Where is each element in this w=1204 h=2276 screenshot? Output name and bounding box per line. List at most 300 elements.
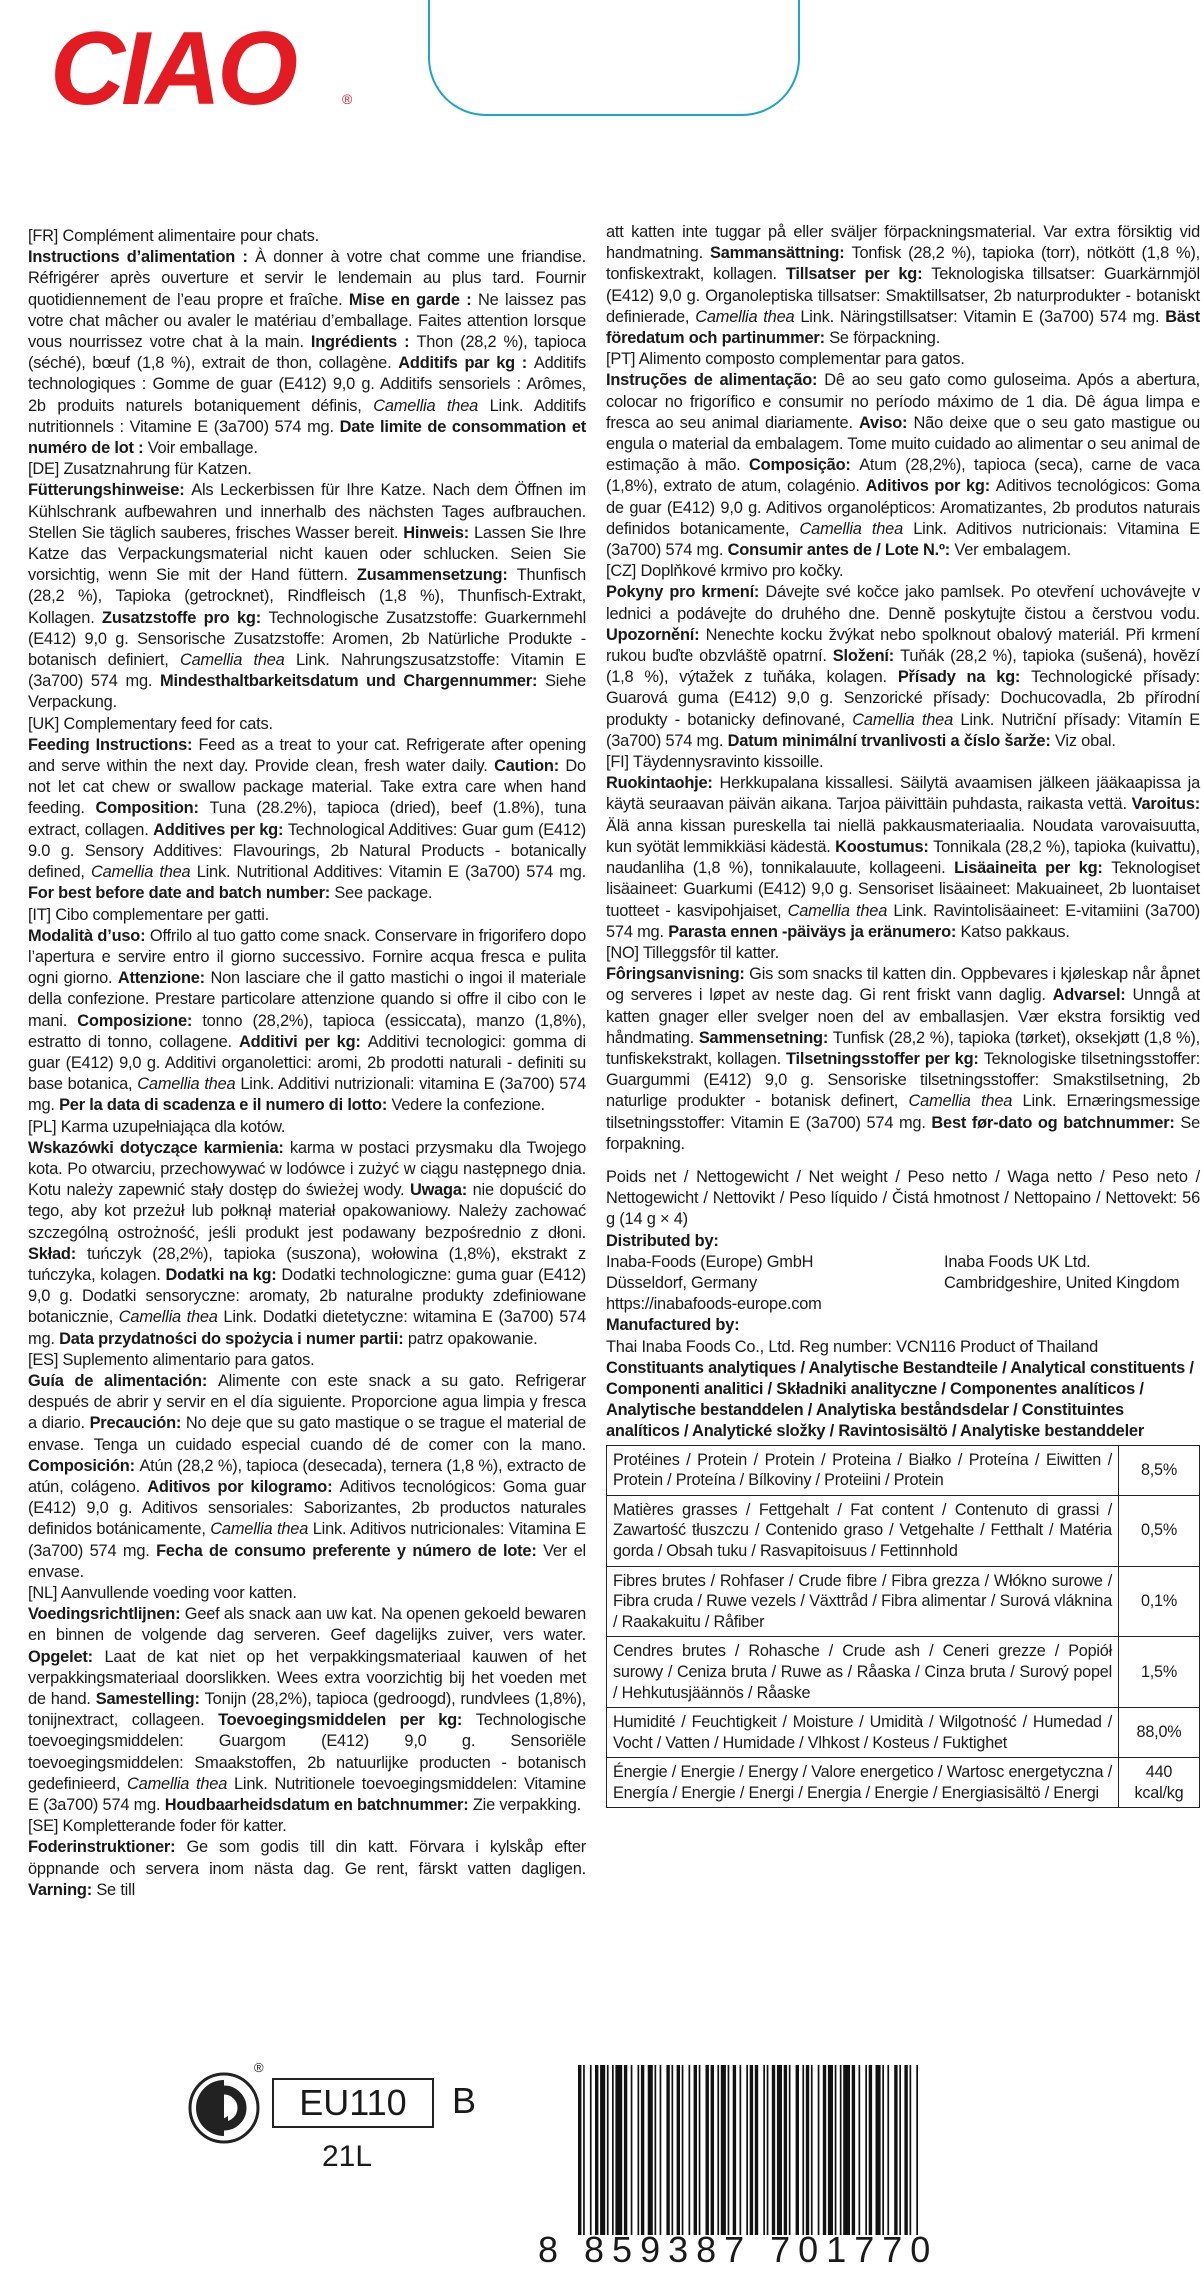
section-text: Täydennysravinto kissoille.: [632, 753, 824, 772]
botanical-name: Camellia thea: [90, 863, 191, 882]
text-column-right: [606, 222, 1200, 1808]
barcode-bar: [595, 2065, 598, 2235]
nutrition-row: [607, 1637, 1200, 1708]
section-heading: Skład:: [28, 1244, 88, 1263]
botanical-name: Camellia thea: [852, 710, 953, 729]
section-text: Complément alimentaire pour chats.: [62, 227, 319, 245]
section-text: Link. Nutritional Additives: Vitamin E (3a700) 574 mg.: [190, 863, 586, 882]
section-heading: Additives per kg:: [153, 820, 288, 839]
language-title: [606, 349, 1200, 370]
section-heading: Foderinstruktioner:: [28, 1838, 187, 1857]
language-title: [28, 1350, 586, 1371]
grade-letter: B: [452, 2080, 477, 2121]
section-text: Teknologiska tillsatser: Guarkärnmjöl (E412) 9,0 g. Organoleptiska tillsatser: Smaktillsatser, 2b naturprodukter - botaniskt definierade,: [606, 265, 1200, 326]
section-heading: Precaución:: [89, 1414, 186, 1433]
barcode-bar: [717, 2065, 719, 2235]
section-heading: Lisäaineita per kg:: [954, 859, 1112, 878]
barcode-bar: [624, 2065, 627, 2235]
section-text: Als Leckerbissen für Ihre Katze. Nach dem Öffnen im Kühlschrank aufbewahren und innerhalb des nächsten Tages aufbrauchen. Stellen Sie täglich sauberes, frisches Wasser bereit.: [28, 481, 587, 542]
section-heading: Instruções de alimentação:: [606, 371, 825, 390]
distributor-addresses: [606, 1252, 1200, 1316]
section-text: nie dopuścić do tego, aby kot przeżuł lub połknął materiał opakowaniowy. Należy zachować szczególną ostrożność, jeśli produkt jest podawany bezpośrednio z dłoni.: [28, 1181, 586, 1242]
address-eu-website: https://inabafoods-europe.com: [606, 1295, 822, 1314]
barcode-bar: [694, 2065, 697, 2235]
nutrient-label: Énergie / Energie / Energy / Valore energetico / Wartosc energetyczna / Energía / Energie / Energi / Energia / Energie / Energiasisältö / Energi: [607, 1758, 1119, 1808]
language-code: [SE]: [28, 1817, 63, 1836]
section-text: Non lasciare che il gatto mastichi o ingoi il materiale della confezione. Prestare particolare attenzione quando si offre il cibo con le mani.: [28, 969, 586, 1030]
section-text: Doplňkové krmivo pro kočky.: [640, 562, 844, 581]
section-heading: Varning:: [28, 1880, 97, 1899]
section-text: Tonijn (28,2%), tapioca (gedroogd), rundvlees (1,8%), tonijnextract, collageen.: [28, 1690, 587, 1730]
paragraph: [606, 582, 1200, 752]
manufactured-by-label: Manufactured by:: [606, 1316, 740, 1335]
barcode-bar: [607, 2065, 609, 2235]
barcode-bar: [859, 2065, 861, 2235]
section-heading: Přísady na kg:: [897, 668, 1032, 687]
section-heading: Additifs par kg :: [398, 354, 534, 373]
section-text: Technologische toevoegingsmiddelen: Guargom (E412) 9,0 g. Sensoriële toevoegingsmiddelen: Smaakstoffen, 2b natuurlijke producten - botanisch gedefinieerd,: [28, 1711, 586, 1793]
language-code: [FR]: [28, 227, 63, 245]
section-text: Link. Näringstillsatser: Vitamin E (3a700) 574 mg.: [794, 307, 1166, 326]
section-text: Aditivos tecnológicos: Goma de guar (E412) 9,0 g. Aditivos organolépticos: Aromatizantes, 2b produtos naturais definidos botanicamente,: [606, 477, 1200, 538]
section-heading: Datum minimální trvanlivosti a číslo šarže:: [727, 731, 1055, 750]
barcode-bar: [660, 2065, 662, 2235]
section-text: Tilleggsfôr til katter.: [642, 943, 779, 962]
language-code: [FI]: [606, 753, 633, 772]
barcode-bar: [682, 2065, 684, 2235]
barcode-bar: [802, 2065, 804, 2235]
section-text: Älä anna kissan pureskella tai niellä pakkausmateriaalia. Noudata varovaisuutta, kun syötät lemmikkiäsi kädestä.: [606, 816, 1200, 856]
botanical-name: Camellia thea: [210, 1520, 309, 1539]
recycle-reg-mark: ®: [254, 2060, 264, 2075]
section-text: See package.: [334, 884, 433, 903]
barcode-bar: [638, 2065, 640, 2235]
botanical-name: Camellia thea: [118, 1308, 218, 1327]
section-heading: Feeding Instructions:: [28, 735, 199, 754]
section-text: Technologické přísady: Guarová guma (E412) 9,0 g. Senzorické přísady: Dochucovadla, 2b přírodní produkty - botanicky definované,: [606, 668, 1200, 729]
nutrient-label: Protéines / Protein / Protein / Proteina / Białko / Proteína / Eiwitten / Protein / Proteína / Bílkoviny / Proteiini / Protein: [607, 1445, 1119, 1495]
section-text: Additivi tecnologici: gomma di guar (E412) 9,0 g. Additivi organolettici: aromi, 2b prodotti naturali - definiti su base botanica,: [28, 1032, 586, 1094]
language-code: [NO]: [606, 943, 643, 962]
section-heading: Uwaga:: [409, 1181, 473, 1200]
section-text: Nenechte kocku žvýkat nebo spolknout obalový materiál. Při krmení rukou buďte obzvláště opatrní.: [606, 625, 1200, 666]
section-text: Se förpackning.: [829, 329, 941, 348]
section-heading: Modalità d’uso:: [28, 926, 150, 945]
barcode-bar: [631, 2065, 633, 2235]
language-title: [28, 459, 586, 480]
section-heading: Composizione:: [77, 1011, 203, 1030]
section-heading: Wskazówki dotyczące karmienia:: [28, 1138, 290, 1157]
paragraph: [28, 926, 586, 1117]
section-text: Kompletterande foder för katter.: [62, 1817, 287, 1836]
language-title: [28, 1816, 586, 1837]
section-text: Tunfisk (28,2 %), tapioka (tørket), oksekjøtt (1,8 %), tunfiskekstrakt, kollagen.: [606, 1028, 1200, 1068]
language-code: [NL]: [28, 1584, 61, 1602]
section-heading: Parasta ennen -päiväys ja eränumero:: [668, 922, 961, 941]
botanical-name: Camellia thea: [695, 307, 795, 326]
section-text: tuńczyk (28,2%), tapioka (suszona), wołowina (1,8%), ekstrakt z tuńczyka, kolagen.: [28, 1244, 587, 1284]
section-text: Cibo complementare per gatti.: [55, 905, 269, 924]
nutrition-row: [607, 1708, 1200, 1758]
barcode-bar: [818, 2065, 820, 2235]
paragraph: [28, 1371, 586, 1583]
paragraph: [28, 1604, 586, 1816]
nutrient-value: 0,1%: [1119, 1566, 1200, 1637]
paragraph: [28, 1138, 586, 1350]
section-heading: Varoitus:: [1131, 795, 1200, 814]
section-text: Lassen Sie Ihre Katze das Verpackungsmaterial nicht kauen oder schlucken. Seien Sie vorsichtig, wenn Sie mit der Hand füttern.: [28, 523, 586, 585]
green-dot-recycle-icon: [188, 2060, 268, 2146]
section-heading: Ingrédients :: [310, 333, 417, 352]
nutrient-label: Humidité / Feuchtigkeit / Moisture / Umidità / Wilgotność / Humedad / Vocht / Vatten / Humidade / Vlhkost / Kosteus / Fuktighet: [607, 1708, 1119, 1758]
section-text: Ge som godis till din katt. Förvara i kylskåp efter öppnande och servera inom nästa dag. Ge rent, färskt vatten dagligen.: [28, 1838, 586, 1878]
barcode-bar: [721, 2065, 726, 2235]
section-text: Dodatki technologiczne: guma guar (E412) 9,0 g. Dodatki sensoryczne: aromaty, 2b naturalne produkty zdefiniowane botanicznie,: [28, 1265, 586, 1327]
barcode-number: 8 859387 701770: [538, 2229, 939, 2270]
botanical-name: Camellia thea: [127, 1774, 228, 1793]
barcode-bar: [600, 2065, 605, 2235]
section-text: Ne laissez pas votre chat mâcher ou avaler le matériau d’emballage. Faites attention lorsque vous nourrissez votre chat à la main.: [28, 290, 586, 352]
section-text: Complementary feed for cats.: [63, 714, 273, 733]
barcode-bar: [728, 2065, 730, 2235]
section-heading: Fôringsanvisning:: [606, 965, 750, 984]
section-text: Não deixe que o seu gato mastigue ou engula o material da embalagem. Tome muito cuidado ao alimentar o seu animal de estimação à mão.: [606, 413, 1200, 475]
section-text: Teknologiset lisäaineet: Guarkumi (E412) 9,0 g. Sensoriset lisäaineet: Makuaineet, 2b luontaiset tuotteet - kasvipohjaiset,: [606, 859, 1200, 920]
barcode-bar: [711, 2065, 714, 2235]
section-heading: Toevoegingsmiddelen per kg:: [218, 1711, 476, 1730]
barcode-bar: [904, 2065, 907, 2235]
section-text: Suplemento alimentario para gatos.: [62, 1350, 315, 1369]
barcode-bar: [641, 2065, 644, 2235]
section-text: Atún (28,2 %), tapioca (desecada), ternera (1,8 %), extracto de atún, colágeno.: [28, 1456, 586, 1496]
section-heading: Per la data di scadenza e il numero di lotto:: [59, 1096, 392, 1115]
address-uk-line: Cambridgeshire, United Kingdom: [944, 1273, 1180, 1292]
section-text: Se forpakning.: [606, 1113, 1200, 1153]
barcode-bar: [755, 2065, 758, 2235]
section-text: Atum (28,2%), tapioca (seca), carne de vaca (1,8%), extrato de atum, colagénio.: [606, 456, 1200, 496]
address-eu-line: Inaba-Foods (Europe) GmbH: [606, 1252, 814, 1271]
section-text: Teknologiske tilsetningsstoffer: Guargummi (E412) 9,0 g. Sensoriske tilsetningsstoffer: Smakstilsetning, 2b naturlige produkter - botanisk definert,: [606, 1049, 1200, 1111]
barcode-bar: [590, 2065, 592, 2235]
language-code: [IT]: [28, 905, 56, 924]
barcode-bar: [840, 2065, 842, 2235]
section-text: Zie verpakking.: [472, 1796, 581, 1815]
section-heading: Houdbaarheidsdatum en batchnummer:: [164, 1796, 473, 1815]
section-text: Vedere la confezione.: [391, 1096, 545, 1115]
ciao-logo: [46, 12, 366, 122]
section-heading: Dodatki na kg:: [165, 1265, 282, 1284]
constituents-title: Constituants analytiques / Analytische Bestandteile / Analytical constituents / Componenti analitici / Składniki analityczne / Componentes analíticos / Analytische bestanddelen / Analytiska beståndsdelar / Constituintes analíticos / Analytické složky / Ravintosisältö / Analytiske bestanddeler: [606, 1358, 1194, 1441]
section-text: att katten inte tuggar på eller sväljer förpackningsmaterial. Var extra försiktig vid handmatning.: [606, 223, 1200, 263]
barcode-bar: [865, 2065, 867, 2235]
barcode-bar: [772, 2065, 775, 2235]
section-heading: Mindesthaltbarkeitsdatum und Chargennummer:: [160, 672, 546, 691]
nutrient-value: 8,5%: [1119, 1445, 1200, 1495]
manufacturer: Thai Inaba Foods Co., Ltd. Reg number: VCN116 Product of Thailand: [606, 1337, 1099, 1356]
section-heading: Consumir antes de / Lote N.º:: [727, 541, 955, 560]
section-heading: Tillsatser per kg:: [785, 265, 932, 284]
footer: [0, 2040, 1204, 2276]
section-heading: Tilsetningsstoffer per kg:: [786, 1049, 984, 1068]
section-text: Technologische Zusatzstoffe: Guarkernmehl (E412) 9,0 g. Sensorische Zusatzstoffe: Aromen, 2b Natürliche Produkte - botanisch definiert,: [28, 608, 587, 670]
window-frame: [428, 0, 800, 116]
section-heading: Instructions d’alimentation :: [28, 248, 256, 267]
barcode-bar: [750, 2065, 753, 2235]
nutrient-value: 88,0%: [1119, 1708, 1200, 1758]
section-heading: Hinweis:: [403, 523, 474, 542]
address-uk: [944, 1252, 1200, 1316]
language-title: [28, 226, 586, 247]
paragraph: [606, 370, 1200, 561]
section-heading: Koostumus:: [835, 837, 934, 856]
barcode-bar: [746, 2065, 748, 2235]
section-heading: Sammensetning:: [698, 1028, 833, 1047]
paragraph: [606, 773, 1200, 943]
brand-reg-mark: ®: [342, 91, 353, 107]
section-heading: Zusammensetzung:: [356, 566, 517, 585]
section-text: Tuna (28.2%), tapioca (dried), beef (1.8%), tuna extract, collagen.: [28, 799, 586, 839]
nutrient-value: 440 kcal/kg: [1119, 1758, 1200, 1808]
barcode-bar: [648, 2065, 653, 2235]
section-text: Tonnikala (28,2 %), tapioka (kuivattu), naudanliha (1,8 %), tonnikalauute, kollageeni.: [606, 837, 1200, 878]
section-text: Dê ao seu gato como guloseima. Após a abertura, colocar no frigorífico e consumir no período máximo de 1 dia. Dê água limpa e fresca ao seu animal diariamente.: [606, 371, 1201, 432]
section-heading: Aditivos por kg:: [865, 477, 996, 496]
language-title: [606, 752, 1200, 773]
nutrient-label: Fibres brutes / Rohfaser / Crude fibre / Fibra grezza / Włókno surowe / Fibra cruda / Ruwe vezels / Växttråd / Fibra alimentar / Surová vláknina / Raakakuitu / Råfiber: [607, 1566, 1119, 1637]
section-text: Siehe Verpackung.: [28, 672, 586, 712]
barcode-bar: [655, 2065, 657, 2235]
section-text: Laat de kat niet op het verpakkingsmateriaal kauwen of het verpakkingsmateriaal doorslikken. Wees extra voorzichtig bij het voeden met de hand.: [28, 1647, 586, 1709]
barcode-bar: [763, 2065, 765, 2235]
section-heading: Ruokintaohje:: [606, 774, 720, 793]
section-text: Zusatznahrung für Katzen.: [63, 460, 252, 479]
section-heading: Attenzione:: [117, 969, 211, 988]
barcode-bar: [733, 2065, 736, 2235]
section-text: karma w postaci przysmaku dla Twojego kota. Po otwarciu, przechowywać w lodówce i zużyć w ciągu następnego dnia. Kotu należy zapewnić stały dostęp do świeżej wody.: [28, 1138, 587, 1200]
section-text: Technological Additives: Guar gum (E412) 9.0 g. Sensory Additives: Flavourings, 2b Natural Products - botanically defined,: [28, 820, 586, 882]
language-title: [606, 943, 1200, 964]
eu-code-box: EU110: [272, 2078, 434, 2128]
barcode-bar: [887, 2065, 889, 2235]
barcode-bar: [828, 2065, 833, 2235]
nutrient-label: Cendres brutes / Rohasche / Crude ash / Ceneri grezze / Popiół surowy / Ceniza bruta / Ruwe as / Råaska / Cinza bruta / Surový popel / Hehkutusjäännös / Råaske: [607, 1637, 1119, 1708]
barcode-bar: [699, 2065, 701, 2235]
barcode-bar: [672, 2065, 674, 2235]
section-text: Katso pakkaus.: [960, 922, 1070, 941]
section-text: Geef als snack aan uw kat. Na openen gekoeld bewaren en binnen de volgende dag serveren. Geef dagelijks zuiver, vers water.: [28, 1605, 586, 1645]
barcode: [578, 2060, 920, 2240]
right-paragraphs: [606, 222, 1200, 1155]
section-text: Link. Nutriční přísady: Vitamín E (3a700) 574 mg.: [606, 710, 1200, 750]
barcode-bar: [843, 2065, 850, 2235]
language-code: [PL]: [28, 1117, 61, 1136]
volume-label: 21L: [322, 2140, 373, 2173]
paragraph: [28, 480, 586, 713]
section-text: Aditivos tecnológicos: Goma guar (E412) 9,0 g. Aditivos sensoriales: Saborizantes, 2b productos naturales definidos botánicamente,: [28, 1477, 586, 1539]
botanical-name: Camellia thea: [137, 1075, 236, 1094]
botanical-name: Camellia thea: [908, 1092, 1013, 1111]
nutrition-table: [606, 1445, 1200, 1809]
barcode-bar: [666, 2065, 669, 2235]
nutrient-value: 0,5%: [1119, 1495, 1200, 1566]
section-heading: Caution:: [494, 757, 566, 776]
barcode-bar: [740, 2065, 742, 2235]
paragraph: [606, 222, 1200, 349]
language-title: [28, 714, 586, 735]
barcode-bar: [811, 2065, 813, 2235]
language-title: [28, 1583, 586, 1604]
section-heading: Mise en garde :: [348, 290, 478, 309]
language-code: [UK]: [28, 714, 64, 733]
section-text: Tonfisk (28,2 %), tapioka (torr), nötkött (1,8 %), tonfiskextrakt, kollagen.: [606, 244, 1200, 284]
barcode-bar: [899, 2065, 901, 2235]
barcode-bar: [578, 2065, 581, 2235]
botanical-name: Camellia thea: [787, 901, 888, 920]
barcode-bar: [796, 2065, 799, 2235]
barcode-bar: [767, 2065, 769, 2235]
barcode-bar: [706, 2065, 709, 2235]
section-text: À donner à votre chat comme une friandise. Réfrigérer après ouverture et servir le lendemain au plus tard. Fournir quotidiennement de l’eau propre et fraîche.: [28, 248, 586, 309]
barcode-bar: [852, 2065, 855, 2235]
nutrient-label: Matières grasses / Fettgehalt / Fat content / Contenuto di grassi / Zawartość tłuszczu / Contenido graso / Vetgehalte / Fetthalt / Matéria gorda / Obsah tuku / Rasvapitoisuus / Fettinnhold: [607, 1495, 1119, 1566]
section-heading: Best før-dato og batchnummer:: [931, 1113, 1181, 1132]
section-text: Se till: [96, 1880, 136, 1899]
net-weight: Poids net / Nettogewicht / Net weight / Peso netto / Waga netto / Peso neto / Nettogewicht / Nettovikt / Peso líquido / Čistá hmotnost / Nettopaino / Nettovekt: 56 g (14 g × 4): [606, 1167, 1200, 1229]
section-text: Link. Ernæringsmessige tilsetningsstoffer: Vitamin E (3a700) 574 mg.: [606, 1092, 1200, 1132]
section-heading: For best before date and batch number:: [28, 884, 335, 903]
nutrition-row: [607, 1495, 1200, 1566]
section-text: Aanvullende voeding voor katten.: [60, 1584, 297, 1602]
section-text: Ver embalagem.: [954, 541, 1071, 560]
language-code: [DE]: [28, 460, 64, 479]
brand-name: CIAO: [50, 12, 294, 122]
section-heading: Samestelling:: [95, 1690, 205, 1709]
barcode-bar: [806, 2065, 809, 2235]
address-eu: [606, 1252, 944, 1316]
barcode-bar: [894, 2065, 897, 2235]
address-uk-line: Inaba Foods UK Ltd.: [944, 1252, 1091, 1271]
section-text: Link. Nahrungszusatzstoffe: Vitamin E (3a700) 574 mg.: [28, 651, 586, 691]
section-heading: Date limite de consommation et numéro de lot :: [28, 417, 586, 458]
section-text: Karma uzupełniająca dla kotów.: [60, 1117, 286, 1136]
botanical-name: Camellia thea: [179, 651, 285, 670]
barcode-bar: [583, 2065, 585, 2235]
section-text: Link. Ravintolisäaineet: E-vitamiini (3a700) 574 mg.: [606, 901, 1200, 941]
section-text: Dávejte své kočce jako pamlsek. Po otevření uchovávejte v lednici a podávejte do druhého dne. Denně poskytujte čistou a čerstvou vodu.: [606, 583, 1200, 623]
paragraph: [28, 735, 586, 905]
section-text: Offrilo al tuo gatto come snack. Conservare in frigorifero dopo l’apertura e servire entro il giorno successivo. Fornire acqua fresca e pulita ogni giorno.: [28, 926, 587, 988]
nutrient-value: 1,5%: [1119, 1637, 1200, 1708]
section-text: Tuňák (28,2 %), tapioka (sušená), hovězí (1,8 %), výtažek z tuňáka, kolagen.: [606, 647, 1200, 687]
section-heading: Composition:: [95, 799, 210, 818]
barcode-bar: [882, 2065, 884, 2235]
section-heading: Pokyny pro krmení:: [606, 583, 766, 602]
section-text: Link. Nutritionele toevoegingsmiddelen: Vitamine E (3a700) 574 mg.: [28, 1774, 586, 1815]
section-text: Viz obal.: [1054, 731, 1116, 750]
botanical-name: Camellia thea: [373, 396, 479, 415]
section-heading: Additivi per kg:: [239, 1032, 368, 1051]
barcode-bar: [823, 2065, 826, 2235]
language-title: [28, 905, 586, 926]
section-heading: Bäst föredatum och partinummer:: [606, 307, 1200, 348]
section-text: Additifs technologiques : Gomme de guar (E412) 9,0 g. Additifs sensoriels : Arômes, 2b produits naturels botaniquement définis,: [28, 354, 586, 415]
section-text: No deje que su gato mastique o se trague el material de envase. Tenga un cuidado especial cuando dé de comer con la mano.: [28, 1414, 586, 1454]
paragraph: [28, 1837, 586, 1901]
language-title: [606, 561, 1200, 582]
section-heading: Upozornění:: [606, 625, 706, 644]
section-heading: Sammansättning:: [709, 244, 852, 263]
section-heading: Aditivos por kilogramo:: [147, 1477, 340, 1496]
barcode-bar: [876, 2065, 881, 2235]
paragraph: [606, 964, 1200, 1155]
section-heading: Zusatzstoffe pro kg:: [102, 608, 269, 627]
barcode-bar: [777, 2065, 782, 2235]
section-heading: Fecha de consumo preferente y número de lote:: [156, 1541, 544, 1560]
section-heading: Data przydatności do spożycia i numer partii:: [59, 1329, 408, 1348]
section-text: Herkkupalana kissallesi. Säilytä avaamisen jälkeen jääkaapissa ja käytä seuraavan päivän aikana. Tarjoa päivittäin puhdasta, raikasta vettä.: [606, 774, 1200, 814]
paragraph: [28, 247, 586, 459]
section-text: Voir emballage.: [147, 439, 258, 458]
nutrition-row: [607, 1445, 1200, 1495]
nutrition-row: [607, 1758, 1200, 1808]
section-text: Alimento composto complementar para gatos.: [638, 350, 965, 369]
section-text: Ver el envase.: [28, 1541, 586, 1581]
section-text: patrz opakowanie.: [407, 1329, 538, 1348]
language-code: [PT]: [606, 350, 639, 369]
barcode-bar: [869, 2065, 872, 2235]
section-text: Alimente con este snack a su gato. Refrigerar después de abrir y servir en el día siguiente. Proporcione agua limpia y fresca a diario.: [28, 1371, 586, 1433]
address-eu-line: Düsseldorf, Germany: [606, 1273, 758, 1292]
barcode-bar: [910, 2065, 912, 2235]
language-title: [28, 1117, 586, 1138]
barcode-bar: [615, 2065, 622, 2235]
botanical-name: Camellia thea: [799, 519, 903, 538]
section-heading: Opgelet:: [28, 1647, 105, 1666]
section-text: Link. Aditivos nutricionais: Vitamina E (3a700) 574 mg.: [606, 519, 1201, 560]
section-heading: Voedingsrichtlijnen:: [28, 1605, 185, 1624]
section-text: tonno (28,2%), tapioca (essiccata), manzo (1,8%), estratto di tonno, collagene.: [28, 1011, 587, 1051]
language-code: [CZ]: [606, 562, 641, 581]
barcode-bar: [689, 2065, 691, 2235]
barcode-bar: [835, 2065, 837, 2235]
section-text: Feed as a treat to your cat. Refrigerate after opening and serve within the next day. Provide clean, fresh water daily.: [28, 735, 586, 776]
barcode-bar: [677, 2065, 680, 2235]
section-heading: Složení:: [832, 647, 901, 666]
section-heading: Fütterungshinweise:: [28, 481, 192, 500]
section-text: Gis som snacks til katten din. Oppbevares i kjøleskap når åpnet og serveres i løpet av neste dag. Gi rent friskt vann daglig.: [606, 965, 1200, 1005]
distributed-by-label: Distributed by:: [606, 1231, 719, 1250]
barcode-bar: [612, 2065, 614, 2235]
section-heading: Composição:: [749, 456, 860, 475]
section-text: Do not let cat chew or swallow package material. Take extra care when hand feeding.: [28, 757, 586, 818]
section-heading: Aviso:: [859, 413, 914, 432]
section-heading: Composición:: [28, 1456, 140, 1475]
nutrition-row: [607, 1566, 1200, 1637]
section-heading: Guía de alimentación:: [28, 1371, 218, 1390]
section-text: Thon (28,2 %), tapioca (séché), bœuf (1,8 %), extrait de thon, collagène.: [28, 333, 587, 373]
barcode-bar: [784, 2065, 787, 2235]
section-text: Link. Additifs nutritionnels : Vitamine E (3a700) 574 mg.: [28, 396, 587, 436]
section-text: Link. Dodatki dietetyczne: witamina E (3a700) 574 mg.: [28, 1308, 586, 1348]
barcode-bar: [916, 2065, 918, 2235]
section-text: Unngå at katten gnager eller svelger noen del av emballasjen. Vær ekstra forsiktig ved håndmating.: [606, 986, 1200, 1047]
text-column-left: [28, 226, 586, 1901]
section-text: Thunfisch (28,2 %), Tapioka (getrocknet), Rindfleisch (1,8 %), Thunfisch-Extrakt, Kollagen.: [28, 566, 586, 627]
section-text: Link. Additivi nutrizionali: vitamina E (3a700) 574 mg.: [28, 1075, 586, 1115]
language-code: [ES]: [28, 1350, 63, 1369]
barcode-bar: [789, 2065, 791, 2235]
section-heading: Advarsel:: [1052, 986, 1133, 1005]
